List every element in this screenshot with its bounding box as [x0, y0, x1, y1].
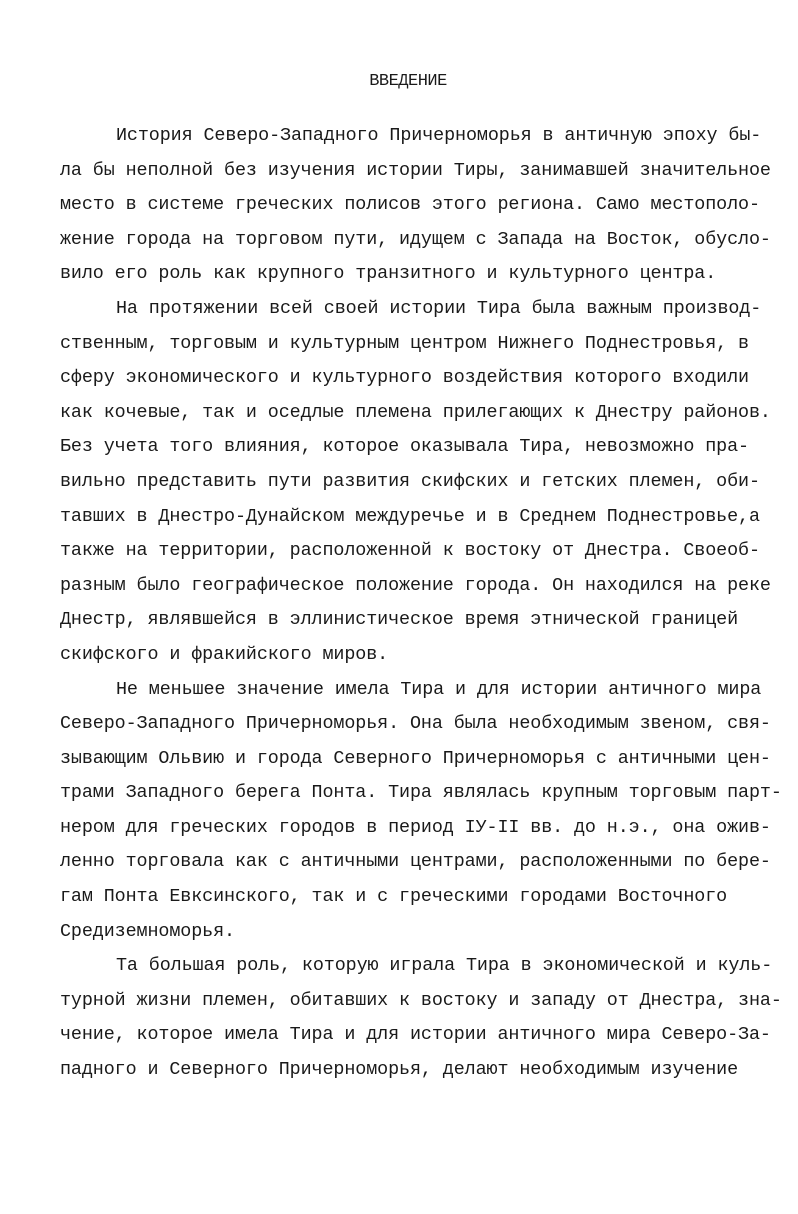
- text-line: Северо-Западного Причерноморья. Она была необходимым звеном, свя-: [60, 713, 771, 735]
- page-title: ВВЕДЕНИЕ: [369, 72, 447, 91]
- text-line: вило его роль как крупного транзитного и культурного центра.: [60, 263, 717, 285]
- text-line: нером для греческих городов в период IУ-II вв. до н.э., она ожив-: [60, 816, 771, 838]
- text-line: падного и Северного Причерноморья, делают необходимым изучение: [60, 1059, 739, 1081]
- text-line: На протяжении всей своей истории Тира была важным производ-: [116, 297, 762, 319]
- text-line: Та большая роль, которую играла Тира в экономической и куль-: [116, 955, 773, 977]
- text-line: ленно торговала как с античными центрами, расположенными по бере-: [60, 851, 771, 873]
- text-line: также на территории, расположенной к востоку от Днестра. Своеоб-: [60, 540, 760, 562]
- text-line: Не меньшее значение имела Тира и для истории античного мира: [116, 678, 762, 700]
- text-line: как кочевые, так и оседлые племена прилегающих к Днестру районов.: [60, 401, 771, 423]
- text-line: Днестр, являвшейся в эллинистическое время этнической границей: [60, 609, 739, 631]
- text-line: гам Понта Евксинского, так и с греческими городами Восточного: [60, 886, 728, 908]
- paragraph: [60, 292, 790, 673]
- text-line: место в системе греческих полисов этого региона. Само местополо-: [60, 194, 760, 216]
- text-line: вильно представить пути развития скифских и гетских племен, оби-: [60, 470, 760, 492]
- text-line: сферу экономического и культурного воздействия которого входили: [60, 367, 749, 389]
- text-line: ла бы неполной без изучения истории Тиры, занимавшей значительное: [60, 159, 771, 181]
- text-line: трами Западного берега Понта. Тира являлась крупным торговым парт-: [60, 782, 782, 804]
- text-line: История Северо-Западного Причерноморья в античную эпоху бы-: [116, 125, 762, 146]
- text-line: Средиземноморья.: [60, 920, 235, 942]
- text-line: скифского и фракийского миров.: [60, 643, 389, 665]
- text-line: жение города на торговом пути, идущем с Запада на Восток, обусло-: [60, 228, 771, 250]
- paragraph: [60, 673, 790, 950]
- text-line: разным было географическое положение города. Он находился на реке: [60, 574, 771, 596]
- paragraph: [60, 119, 790, 292]
- text-line: зывающим Ольвию и города Северного Причерноморья с античными цен-: [60, 747, 771, 769]
- text-line: турной жизни племен, обитавших к востоку и западу от Днестра, зна-: [60, 989, 782, 1011]
- text-line: чение, которое имела Тира и для истории античного мира Северо-За-: [60, 1024, 771, 1046]
- paragraph: [60, 949, 790, 1087]
- text-line: тавших в Днестро-Дунайском междуречье и в Среднем Поднестровье,а: [60, 505, 760, 527]
- text-line: ственным, торговым и культурным центром Нижнего Поднестровья, в: [60, 332, 749, 354]
- document-body: [60, 119, 790, 1088]
- text-line: Без учета того влияния, которое оказывала Тира, невозможно пра-: [60, 436, 749, 458]
